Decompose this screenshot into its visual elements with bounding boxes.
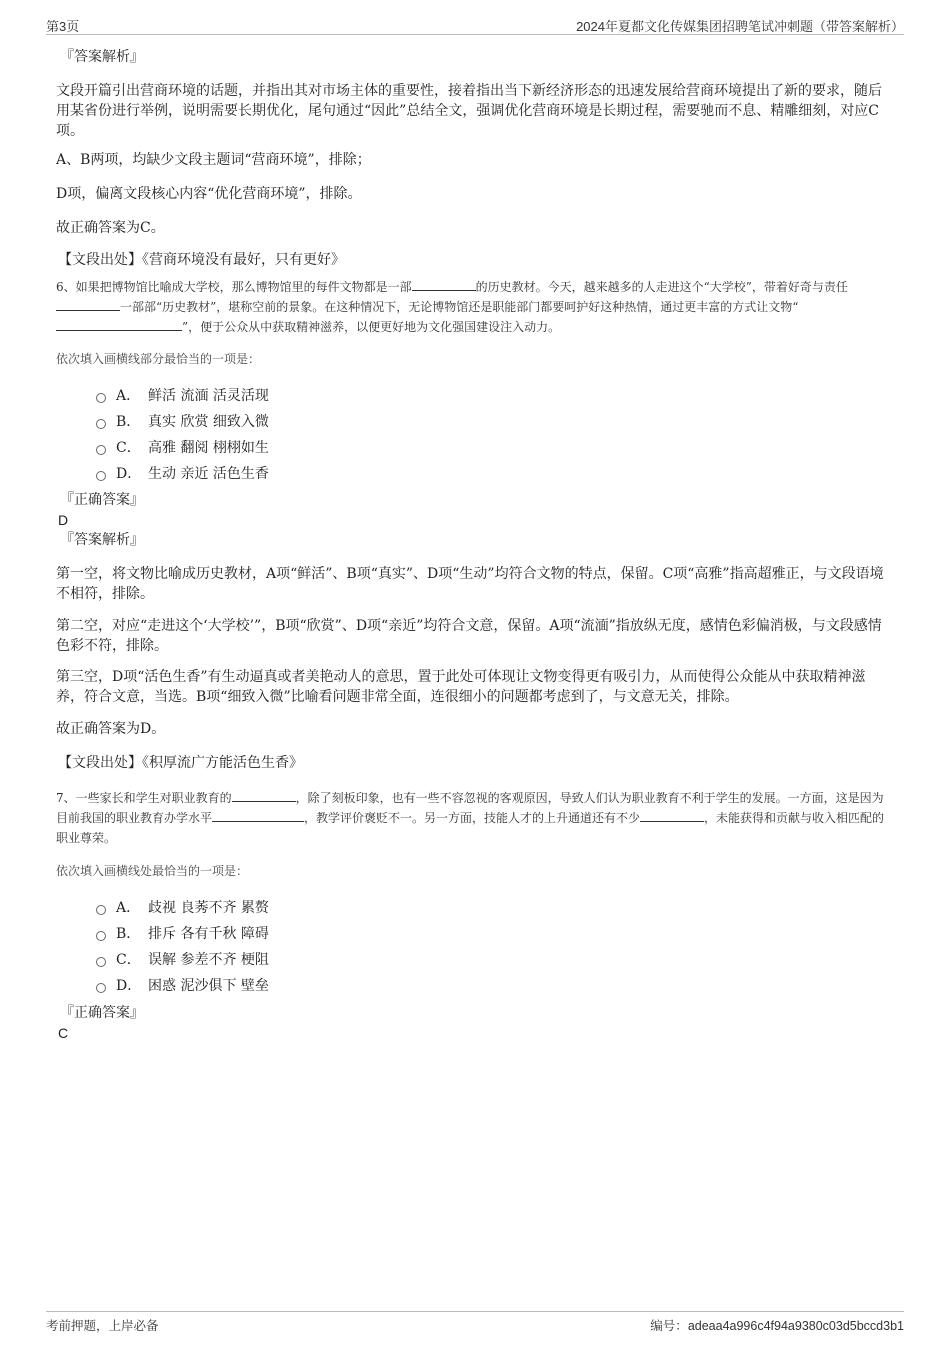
q6-option-b[interactable]: B． 真实 欣赏 细致入微 (96, 409, 269, 435)
q5-elimination-d: D项，偏离文段核心内容“优化营商环境”，排除。 (56, 186, 362, 202)
radio-icon[interactable] (96, 931, 106, 941)
footer-slogan: 考前押题，上岸必备 (46, 1318, 159, 1333)
q7-option-d[interactable]: D． 困惑 泥沙俱下 壁垒 (96, 973, 269, 999)
q7-question (56, 788, 892, 848)
q7-prompt: 依次填入画横线处最恰当的一项是： (56, 864, 249, 878)
q6-option-c[interactable]: C． 高雅 翻阅 栩栩如生 (96, 435, 269, 461)
q7-option-c[interactable]: C． 误解 参差不齐 梗阻 (96, 947, 269, 973)
q5-source: 【文段出处】《营商环境没有最好，只有更好》 (58, 252, 345, 268)
q6-conclusion: 故正确答案为D。 (56, 721, 166, 737)
document-title: 2024年夏都文化传媒集团招聘笔试冲刺题（带答案解析） (576, 19, 904, 34)
q6-text-2: 的历史教材。今天，越来越多的人走进这个“大学校”，带着好奇与责任 (475, 280, 848, 294)
q6-option-a[interactable]: A． 鲜活 流湎 活灵活现 (96, 383, 269, 409)
q6-blank-1 (412, 278, 476, 291)
q6-options (96, 383, 269, 487)
q6-source: 【文段出处】《积厚流广方能活色生香》 (58, 755, 303, 771)
radio-icon[interactable] (96, 419, 106, 429)
page-header (46, 14, 904, 35)
q6-blank-2 (56, 298, 120, 311)
q6-question (56, 277, 892, 337)
q7-blank-3 (640, 809, 704, 822)
q7-blank-1 (232, 789, 296, 802)
q7-text-1: 7、一些家长和学生对职业教育的 (56, 791, 232, 805)
q6-answer: D (58, 512, 69, 528)
radio-icon[interactable] (96, 957, 106, 967)
q5-elimination-ab: A、B两项，均缺少文段主题词“营商环境”，排除； (56, 152, 371, 168)
q7-blank-2 (212, 809, 304, 822)
q6-analysis-1: 第一空，将文物比喻成历史教材，A项“鲜活”、B项“真实”、D项“生动”均符合文物的特点，保留。C项“高雅”指高超雅正，与文段语境不相符，排除。 (56, 566, 884, 602)
q7-text-4: ，未能获得和贡献与收入相匹配的职业尊荣。 (56, 811, 885, 845)
q7-answer: C (58, 1025, 69, 1041)
q7-text-2: ，除了刻板印象，也有一些不容忽视的客观原因，导致人们认为职业教育不利于学生的发展。一方面，这是因为目前我国的职业教育办学水平 (56, 791, 884, 825)
q7-option-b[interactable]: B． 排斥 各有千秋 障碍 (96, 921, 269, 947)
q5-conclusion: 故正确答案为C。 (56, 220, 165, 236)
footer-code (650, 1316, 904, 1334)
radio-icon[interactable] (96, 471, 106, 481)
page-footer (46, 1311, 904, 1336)
radio-icon[interactable] (96, 905, 106, 915)
q7-option-a[interactable]: A． 歧视 良莠不齐 累赘 (96, 895, 269, 921)
footer-code-value: adeaa4a996c4f94a9380c03d5bccd3b1 (687, 1319, 904, 1333)
radio-icon[interactable] (96, 983, 106, 993)
q6-analysis-label: 『答案解析』 (60, 532, 144, 548)
q6-blank-3 (56, 318, 182, 331)
radio-icon[interactable] (96, 445, 106, 455)
q5-analysis-text: 文段开篇引出营商环境的话题，并指出其对市场主体的重要性，接着指出当下新经济形态的迅速发展给营商环境提出了新的要求，随后用某省份进行举例，说明需要长期优化，尾句通过“因此”总结全文，强调优化营商环境是长期过程，需要驰而不息、精雕细刻，对应C项。 (56, 83, 882, 139)
footer-code-label: 编号： (650, 1318, 688, 1333)
q6-analysis-2: 第二空，对应“走进这个‘大学校’”，B项“欣赏”、D项“亲近”均符合文意，保留。A项“流湎”指放纵无度，感情色彩偏消极，与文段感情色彩不符，排除。 (56, 618, 882, 654)
q6-text-1: 6、如果把博物馆比喻成大学校，那么博物馆里的每件文物都是一部 (56, 280, 412, 294)
q6-prompt: 依次填入画横线部分最恰当的一项是： (56, 352, 261, 366)
q7-options (96, 895, 269, 999)
q6-option-d[interactable]: D． 生动 亲近 活色生香 (96, 461, 269, 487)
q6-text-4: ”，便于公众从中获取精神滋养，以便更好地为文化强国建设注入动力。 (182, 320, 561, 334)
q6-text-3: 一部部“历史教材”，堪称空前的景象。在这种情况下，无论博物馆还是职能部门都要呵护好这种热情，通过更丰富的方式让文物“ (120, 300, 799, 314)
radio-icon[interactable] (96, 393, 106, 403)
q7-text-3: ，教学评价褒贬不一。另一方面，技能人才的上升通道还有不少 (304, 811, 641, 825)
q6-answer-label: 『正确答案』 (60, 492, 144, 508)
q6-analysis-3: 第三空，D项“活色生香”有生动逼真或者美艳动人的意思，置于此处可体现让文物变得更有吸引力，从而使得公众能从中获取精神滋养，符合文意，当选。B项“细致入微”比喻看问题非常全面，连很细小的问题都考虑到了，与文意无关，排除。 (56, 669, 866, 705)
q5-analysis-label: 『答案解析』 (60, 49, 144, 65)
page-number: 第3页 (46, 19, 80, 34)
q7-answer-label: 『正确答案』 (60, 1005, 144, 1021)
